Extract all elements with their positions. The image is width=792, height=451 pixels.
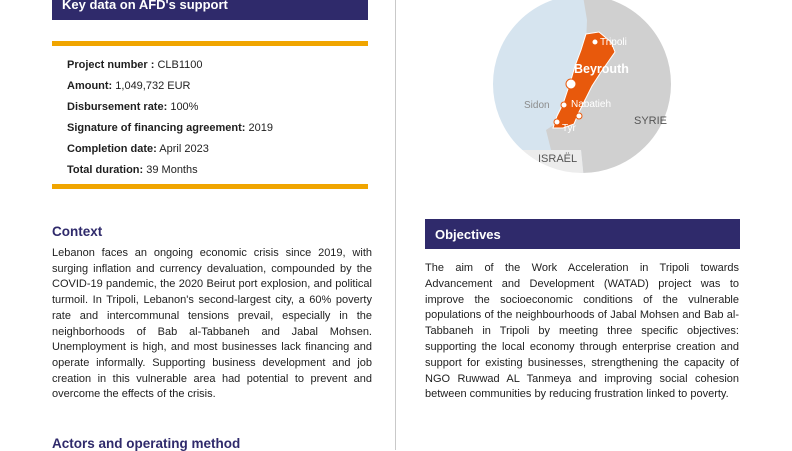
sidon-label: Sidon xyxy=(524,100,550,111)
context-paragraph: Lebanon faces an ongoing economic crisis since 2019, with surging inflation and currency devaluation, compounded by the COVID-19 pandemic, the 2020 Beirut port explosion, and political turmoil. In Tripoli, Lebanon's second-largest city, a 60% poverty rate and intercommunal tensions prevail, especially in the neighborhoods of Bab al-Tabbaneh and Jabal Mohsen. Unemployment is high, and most businesses lack financing and operate informally. Supporting business development and job creation in this vulnerable area had potential to prevent and overcome the effects of the crisis. xyxy=(52,247,372,401)
objectives-title: Objectives xyxy=(435,227,501,242)
key-data-item: Amount: 1,049,732 EUR xyxy=(67,80,191,92)
context-heading: Context xyxy=(52,224,103,239)
key-data-item: Completion date: April 2023 xyxy=(67,143,209,155)
key-data-item: Total duration: 39 Months xyxy=(67,164,198,176)
key-data-title: Key data on AFD's support xyxy=(62,0,228,12)
key-data-card xyxy=(52,41,368,189)
tyr-label: Tyr xyxy=(562,123,576,134)
syria-label: SYRIE xyxy=(634,115,668,127)
lebanon-map xyxy=(491,0,673,200)
tripoli-label: Tripoli xyxy=(600,37,627,48)
sidon-marker xyxy=(561,102,567,108)
key-data-item: Project number : CLB1100 xyxy=(67,59,203,71)
beyrouth-label: Beyrouth xyxy=(574,62,629,76)
key-data-item: Signature of financing agreement: 2019 xyxy=(67,122,273,134)
key-data-item: Disbursement rate: 100% xyxy=(67,101,199,113)
israel-label: ISRAËL xyxy=(538,153,578,165)
actors-heading: Actors and operating method xyxy=(52,436,241,451)
objectives-banner xyxy=(425,219,740,249)
objectives-paragraph: The aim of the Work Acceleration in Tripoli towards Advancement and Development (WATAD) project was to improve the socioeconomic conditions of the vulnerable populations of the neighbourhoods of Jabal Mohsen and Bab al-Tabbaneh in Tripoli by meeting three specific objectives: supporting the local economy through enterprise creation and support for existing businesses, strengthening the capacity of NGO Ruwwad AL Tanmeya and improving social cohesion between communities by reducing frustration linked to poverty. xyxy=(425,262,739,401)
nabatieh-label: Nabatieh xyxy=(571,99,612,110)
key-data-list xyxy=(52,46,368,181)
tripoli-marker xyxy=(592,39,598,45)
key-data-banner xyxy=(52,0,368,20)
nabatieh-marker xyxy=(576,113,582,119)
beyrouth-marker xyxy=(566,79,576,89)
tyr-marker xyxy=(554,119,560,125)
column-divider xyxy=(395,0,396,450)
